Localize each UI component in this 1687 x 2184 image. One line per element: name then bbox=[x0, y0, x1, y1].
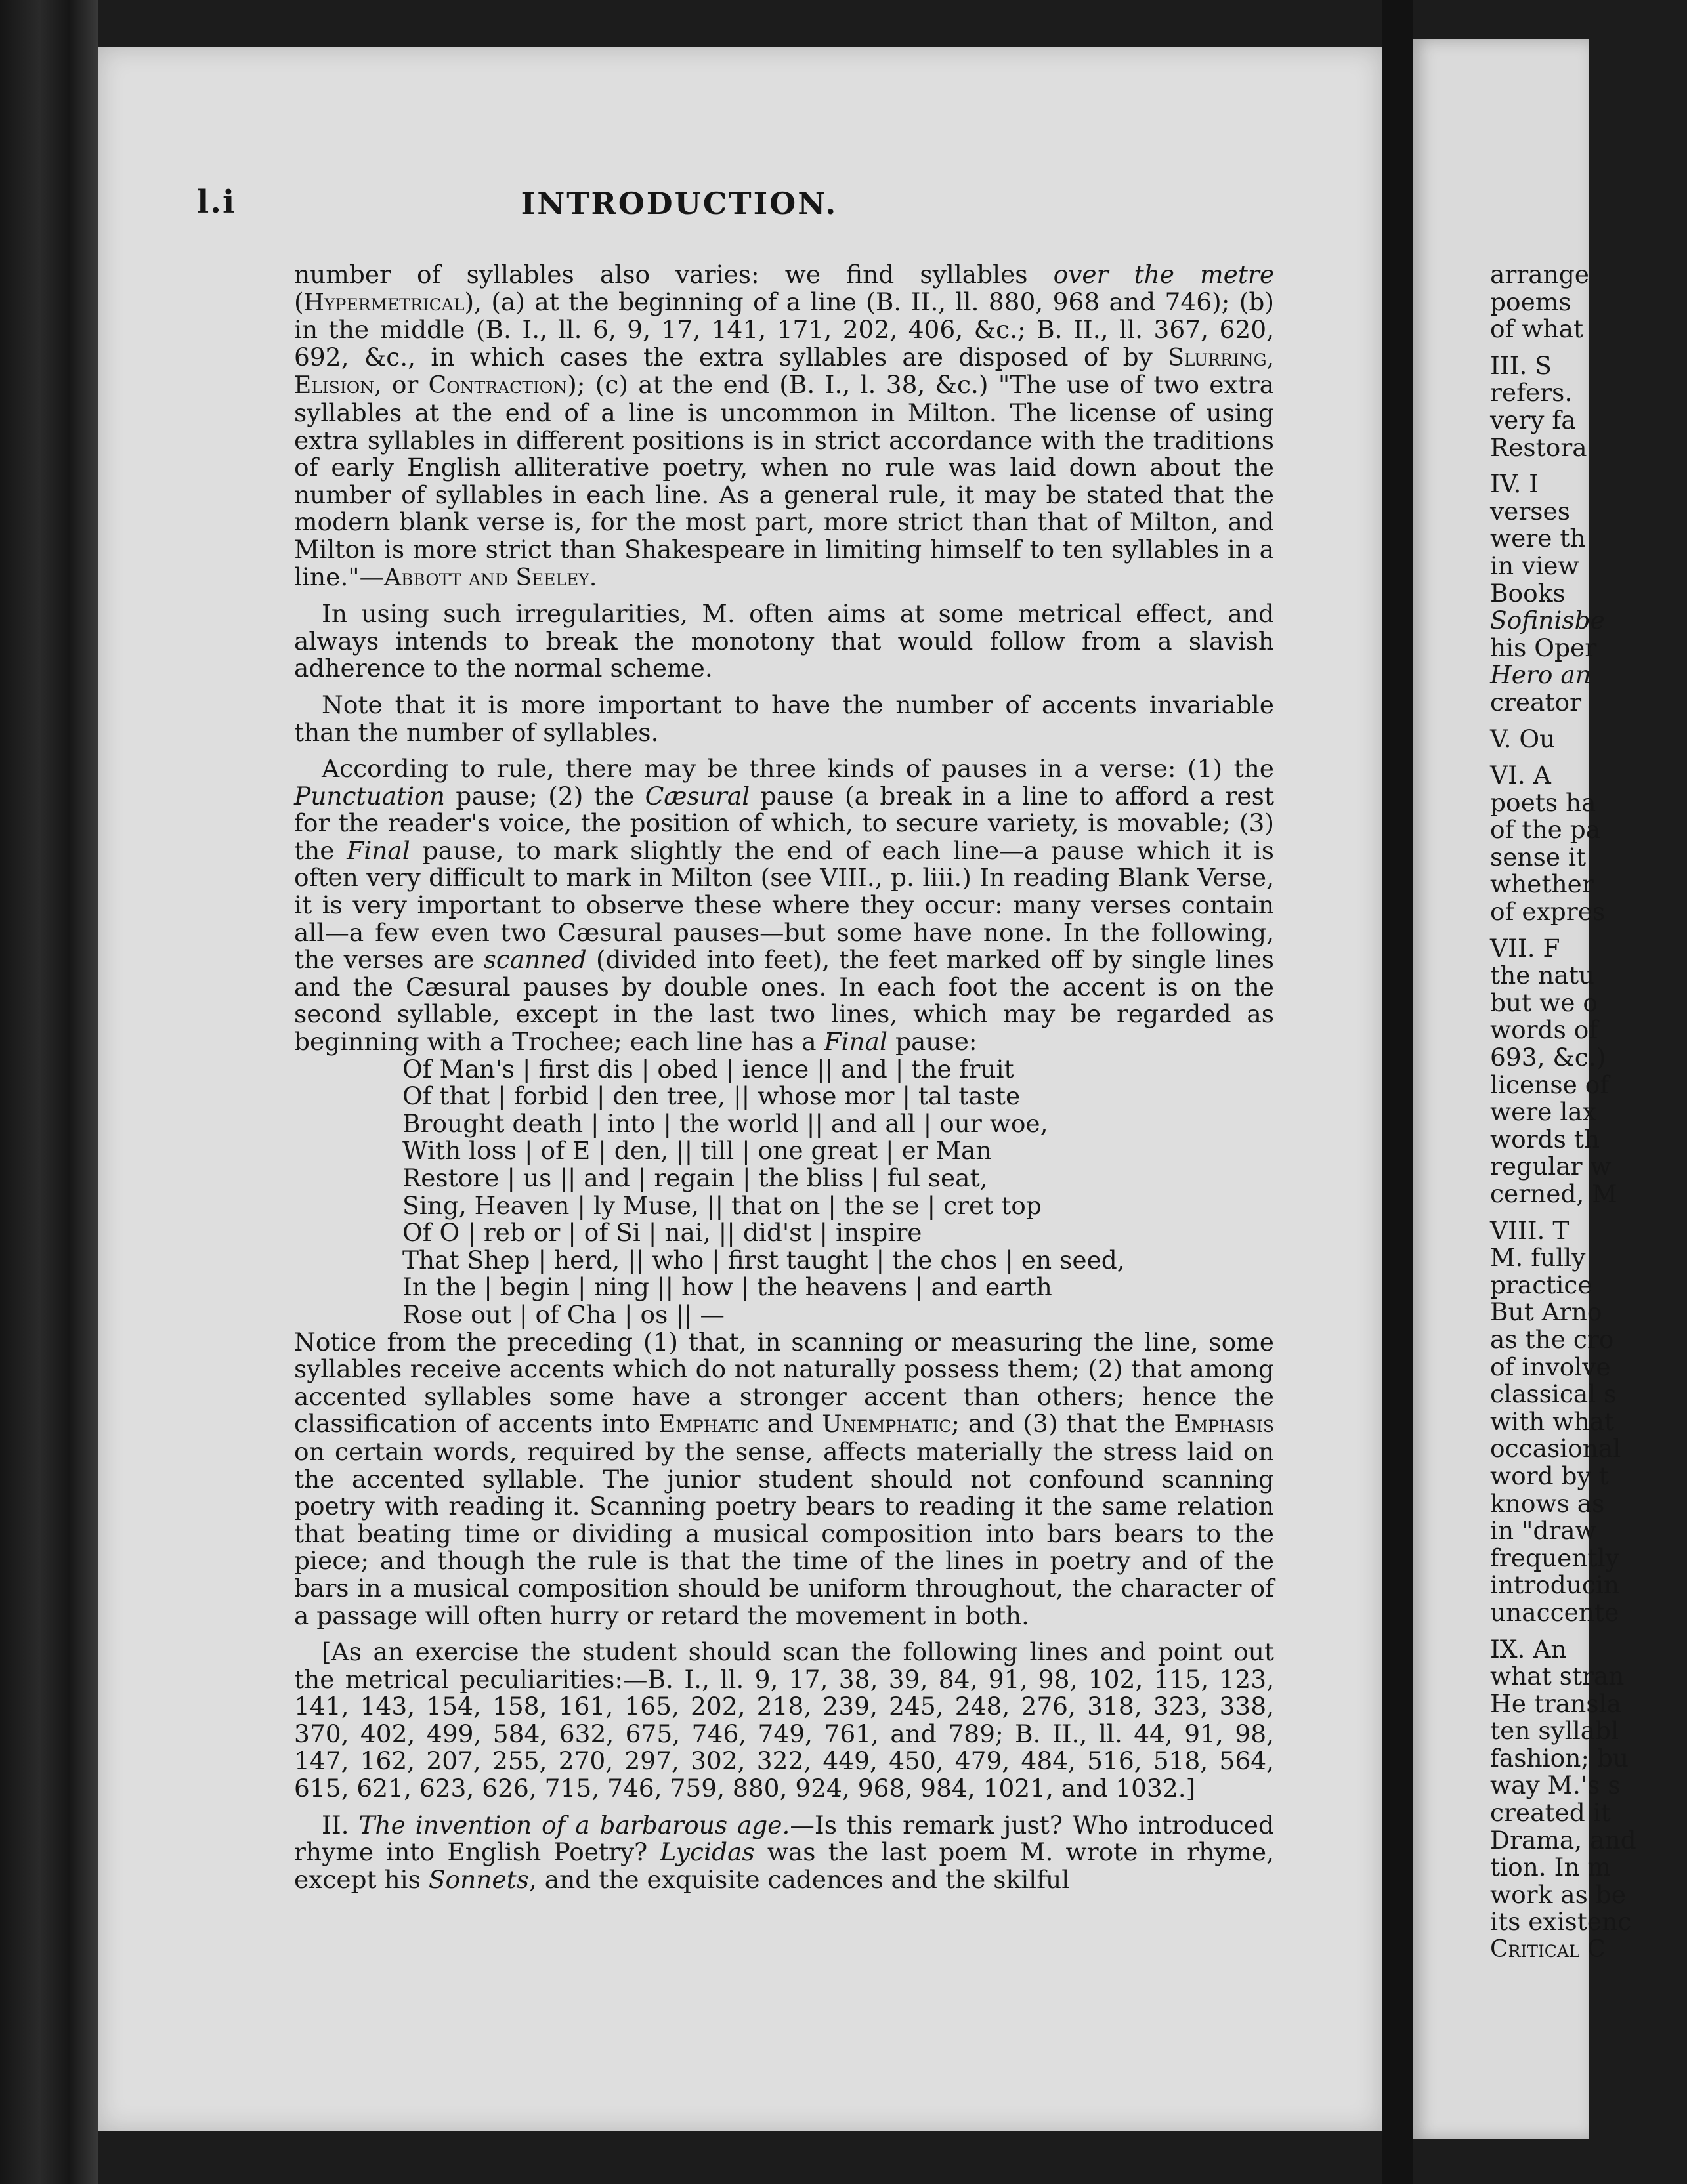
facing-line: occasional bbox=[1490, 1434, 1621, 1463]
facing-line: in "draw bbox=[1490, 1516, 1596, 1545]
facing-line: as the cro bbox=[1490, 1324, 1614, 1354]
page-number: l.i bbox=[197, 184, 236, 220]
facing-line: its existenc bbox=[1490, 1907, 1632, 1937]
facing-line: verses bbox=[1490, 496, 1570, 526]
facing-line: arrange bbox=[1490, 260, 1589, 289]
facing-line: cerned, M bbox=[1490, 1179, 1617, 1208]
scanned-verse bbox=[402, 1056, 1274, 1329]
facing-line: words th bbox=[1490, 1124, 1600, 1154]
facing-line: creator bbox=[1490, 687, 1582, 717]
facing-line: created it bbox=[1490, 1798, 1611, 1828]
facing-line: were th bbox=[1490, 524, 1586, 553]
facing-line: unaccente bbox=[1490, 1597, 1619, 1627]
verse-line: Rose out | of Cha | os || — bbox=[402, 1299, 725, 1329]
facing-line: 693, &c.) bbox=[1490, 1043, 1606, 1072]
facing-line: very fa bbox=[1490, 405, 1576, 434]
facing-line: Restora bbox=[1490, 432, 1587, 462]
facing-line: with what bbox=[1490, 1406, 1614, 1436]
facing-line: of involve bbox=[1490, 1352, 1611, 1381]
verse-line: With loss | of E | den, || till | one great | er Man bbox=[402, 1136, 992, 1166]
facing-line: poems bbox=[1490, 287, 1571, 316]
facing-line: VII. F bbox=[1490, 933, 1560, 963]
facing-line: sense it bbox=[1490, 842, 1587, 872]
paragraph-pauses: According to rule, there may be three kinds of pauses in a verse: (1) the Punctuation pause; (2) the Cæsural pause (a break in a line to afford a rest for the reader's voice, the position of which, to secure variety, is movable; (3) the Final pause, to mark slightly the end of each line—a pause which it is often very difficult to mark in Milton (see VIII., p. liii.) In reading Blank Verse, it is very important to observe these where they occur: many verses contain all—a few even two Cæsural pauses—but some have none. In the following, the verses are scanned (divided into feet), the feet marked off by single lines and the Cæsural pauses by double ones. In each foot the accent is on the second syllable, except in the last two lines, which may be regarded as beginning with a Trochee; each line has a Final pause: bbox=[294, 754, 1274, 1057]
facing-line: in view bbox=[1490, 551, 1579, 580]
book-spine-shadow bbox=[0, 0, 98, 2184]
facing-line: practice bbox=[1490, 1270, 1592, 1299]
facing-line: tion. In m bbox=[1490, 1853, 1612, 1882]
paragraph-notice: Notice from the preceding (1) that, in scanning or measuring the line, some syllables receive accents which do not naturally possess them; (2) that among accented syllables some have a stronger accent than others; hence the classification of accents into Emphatic and Unemphatic; and (3) that the Emphasis on certain words, required by the sense, affects materially the stress laid on the accented syllable. The junior student should not confound scanning poetry with reading it. Scanning poetry bears to reading it the same relation that beating time or dividing a musical composition into bars bears to the piece; and though the rule is that the time of the lines in poetry and of the bars in a musical composition should be uniform throughout, the character of a passage will often hurry or retard the movement in both. bbox=[294, 1327, 1275, 1630]
paragraph-accents: Note that it is more important to have the number of accents invariable than the number of syllables. bbox=[294, 690, 1274, 747]
facing-line: III. S bbox=[1490, 350, 1552, 380]
facing-line: V. Ou bbox=[1490, 724, 1556, 753]
facing-line: Drama, and bbox=[1490, 1825, 1636, 1855]
verse-line: Of O | reb or | of Si | nai, || did'st | inspire bbox=[402, 1218, 922, 1248]
facing-line: whether bbox=[1490, 870, 1594, 899]
facing-line: work as be bbox=[1490, 1880, 1626, 1909]
facing-line: of the pa bbox=[1490, 815, 1601, 845]
facing-line: frequently bbox=[1490, 1543, 1619, 1572]
paragraph-exercise: [As an exercise the student should scan the following lines and point out the metrical peculiarities:—B. I., ll. 9, 17, 38, 39, 84, 91, 98, 102, 115, 123, 141, 143, 154, 158, 161, 165, 202, 218, 239, 245, 248, 276, 318, 323, 338, 370, 402, 499, 584, 632, 675, 746, 749, 761, and 789; B. II., ll. 44, 91, 98, 147, 162, 207, 255, 270, 297, 302, 322, 449, 450, 479, 484, 516, 518, 564, 615, 621, 623, 626, 715, 746, 759, 880, 924, 968, 984, 1021, and 1032.] bbox=[294, 1637, 1274, 1803]
facing-line: way M.'s s bbox=[1490, 1771, 1621, 1800]
paragraph-syllables: number of syllables also varies: we find syllables over the metre (Hypermetrical), (a) at the beginning of a line (B. II., ll. 880, 968 and 746); (b) in the middle (B. I., ll. 6, 9, 17, 141, 171, 202, 406, &c.; B. II., ll. 367, 620, 692, &c., in which cases the extra syllables are disposed of by Slurring, Elision, or Contraction); (c) at the end (B. I., l. 38, &c.) "The use of two extra syllables at the end of a line is uncommon in Milton. The license of using extra syllables in different positions is in strict accordance with the traditions of early English alliterative poetry, when no rule was laid down about the number of syllables in each line. As a general rule, it may be stated that the modern blank verse is, for the most part, more strict than that of Milton, and Milton is more strict than Shakespeare in limiting himself to ten syllables in a line."—Abbott and Seeley. bbox=[294, 260, 1275, 591]
facing-line: ten syllabl bbox=[1490, 1716, 1619, 1746]
facing-line: VIII. T bbox=[1490, 1215, 1570, 1245]
verse-line: Brought death | into | the world || and all | our woe, bbox=[402, 1108, 1048, 1138]
verse-line: Of that | forbid | den tree, || whose mor | tal taste bbox=[402, 1082, 1021, 1111]
body-text bbox=[294, 261, 1274, 1893]
facing-line: He transla bbox=[1490, 1689, 1621, 1718]
verse-line: Restore | us || and | regain | the bliss | ful seat, bbox=[402, 1164, 988, 1192]
facing-line: knows as bbox=[1490, 1488, 1605, 1518]
facing-line: Books bbox=[1490, 578, 1566, 608]
facing-line: But Arno bbox=[1490, 1297, 1602, 1327]
facing-line: VI. A bbox=[1490, 761, 1551, 790]
verse-line: Sing, Heaven | ly Muse, || that on | the se | cret top bbox=[402, 1190, 1042, 1220]
facing-line: but we o bbox=[1490, 988, 1598, 1017]
verse-line: That Shep | herd, || who | first taught | the chos | en seed, bbox=[402, 1245, 1125, 1274]
facing-line: Hero an bbox=[1490, 660, 1591, 690]
facing-page-text bbox=[1490, 261, 1687, 1964]
facing-line: what stran bbox=[1490, 1662, 1625, 1691]
paragraph-irregularities: In using such irregularities, M. often aims at some metrical effect, and always intends to break the monotony that would follow from a slavish adherence to the normal scheme. bbox=[294, 599, 1274, 683]
facing-line: the natu bbox=[1490, 961, 1595, 990]
facing-line: word by t bbox=[1490, 1461, 1609, 1490]
facing-line: classical s bbox=[1490, 1379, 1617, 1409]
facing-line: IV. I bbox=[1490, 469, 1539, 499]
facing-line: introducin bbox=[1490, 1570, 1620, 1600]
facing-line: of expres bbox=[1490, 897, 1606, 927]
facing-line: refers. bbox=[1490, 378, 1573, 408]
facing-line: Sofinisbe bbox=[1490, 606, 1605, 635]
facing-line: of what bbox=[1490, 314, 1584, 344]
facing-line: poets ha bbox=[1490, 788, 1596, 817]
facing-line: M. fully bbox=[1490, 1243, 1586, 1272]
facing-line: fashion; bu bbox=[1490, 1743, 1629, 1773]
facing-line: regular w bbox=[1490, 1152, 1612, 1181]
facing-line: IX. An bbox=[1490, 1634, 1567, 1664]
running-head: INTRODUCTION. bbox=[521, 186, 838, 221]
verse-line: In the | begin | ning || how | the heavens | and earth bbox=[402, 1272, 1052, 1302]
facing-line: license of bbox=[1490, 1070, 1610, 1099]
verse-line: Of Man's | first dis | obed | ience || and | the fruit bbox=[402, 1054, 1014, 1083]
facing-line: Critical C bbox=[1490, 1936, 1606, 1964]
book-gutter bbox=[1382, 0, 1413, 2184]
facing-line: his Oper bbox=[1490, 633, 1597, 662]
facing-line: were lax bbox=[1490, 1097, 1596, 1127]
facing-line: words of bbox=[1490, 1015, 1598, 1045]
paragraph-barbarous-age: II. The invention of a barbarous age.—Is this remark just? Who introduced rhyme into English Poetry? Lycidas was the last poem M. wrote in rhyme, except his Sonnets, and the exquisite cadences and the skilful bbox=[294, 1810, 1275, 1894]
